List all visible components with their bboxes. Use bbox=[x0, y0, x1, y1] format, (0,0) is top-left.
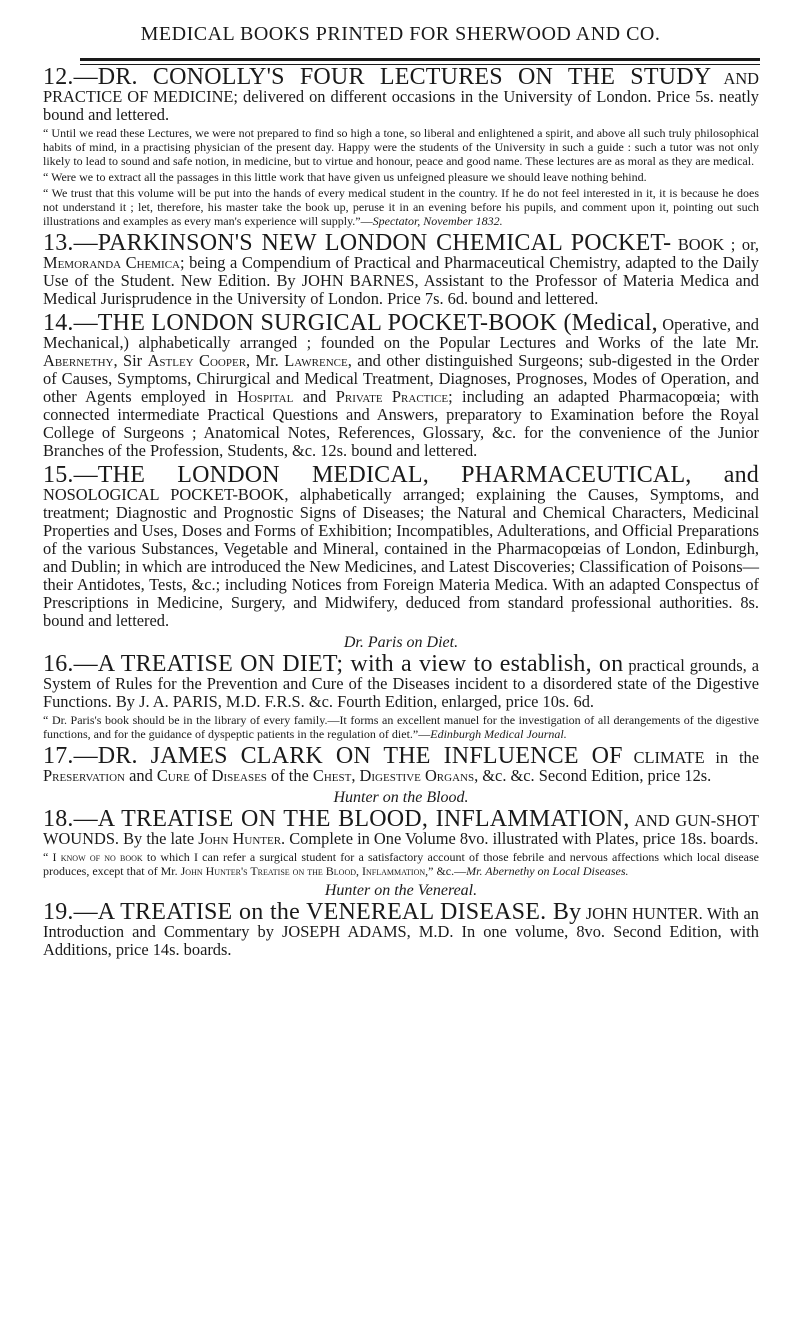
entry-17-sc-3: Diseases bbox=[211, 766, 267, 785]
entry-17-title: 17.—DR. JAMES CLARK ON THE INFLUENCE OF bbox=[43, 743, 623, 769]
entry-12-body: AND PRACTICE OF MEDICINE; delivered on different occasions in the University of London. Price 5s. neatly bound and lettered. bbox=[43, 69, 759, 124]
entry-17-sc-2: Cure bbox=[156, 766, 190, 785]
entry-16-body: practical grounds, a System of Rules for the Prevention and Cure of the Diseases incident to a disordered state of the Digestive Functions. By J. A. PARIS, M.D. F.R.S. &c. Fourth Edition, enlarged, price 10s. 6d. bbox=[43, 656, 759, 711]
entry-16 bbox=[43, 651, 759, 741]
entry-18-quote-source: Mr. Abernethy on Local Diseases. bbox=[466, 864, 629, 878]
entry-14-sc-2: Astley Cooper bbox=[147, 351, 247, 370]
entry-14-body-6: ; including an adapted Pharmacopœia; with connected intermediate Practical Questions and Answers, preparatory to Examination before the Royal College of Surgeons ; Anatomical Notes, References, Glossary, &c. for the convenience of the Junior Branches of the Profession, Students, &c. 12s. bound and lettered. bbox=[43, 387, 760, 460]
entry-12-quote-source: Spectator, November 1832. bbox=[372, 214, 503, 228]
running-head: MEDICAL BOOKS PRINTED FOR SHERWOOD AND CO. bbox=[140, 23, 661, 45]
entry-13-body-b: ; being a Compendium of Practical and Pharmaceutical Chemistry, adapted to the Daily Use of the Student. New Edition. By JOHN BARNES, Assistant to the Professor of Materia Medica and Medical Jurisprudence in the University of London. Price 7s. 6d. bound and lettered. bbox=[43, 253, 759, 308]
catalogue-content bbox=[43, 64, 760, 959]
entry-17-body-2: and bbox=[125, 766, 157, 785]
entry-12-title: 12.—DR. CONOLLY'S FOUR LECTURES ON THE STUDY bbox=[43, 64, 712, 90]
entry-14-sc-3: Lawrence bbox=[284, 351, 348, 370]
entry-17-body-4: of the bbox=[266, 766, 313, 785]
entry-13 bbox=[43, 230, 759, 308]
header-rule-thick bbox=[80, 58, 760, 61]
entry-18-sc-1: John Hunter bbox=[198, 829, 282, 848]
entry-14-body-1: Operative, and Mechanical,) alphabetically arranged ; founded on the Popular Lectures and Works of the late Mr. bbox=[43, 315, 759, 352]
entry-18-quote-sc-2: John Hunter's Treatise on the Blood, Inflammation, bbox=[180, 864, 429, 878]
entry-14-sc-4: Hospital bbox=[237, 387, 294, 406]
entry-17-body-1: CLIMATE in the bbox=[633, 748, 759, 767]
entry-17-sc-4: Chest, Digestive Organs bbox=[312, 766, 475, 785]
entry-18-quote-a: “ I bbox=[43, 850, 61, 864]
entry-13-body-a: BOOK ; or, bbox=[677, 235, 759, 254]
entry-12-quote-3 bbox=[43, 186, 759, 228]
entry-19-body: JOHN HUNTER. With an Introduction and Commentary by JOSEPH ADAMS, M.D. In one volume, 8vo. Second Edition, with Additions, price 14s. boards. bbox=[43, 904, 759, 959]
entry-17-body-5: , &c. &c. Second Edition, price 12s. bbox=[474, 766, 712, 785]
entry-16-title: 16.—A TREATISE ON DIET; with a view to establish, on bbox=[43, 651, 624, 677]
entry-15-title: 15.—THE LONDON MEDICAL, PHARMACEUTICAL, and bbox=[43, 462, 759, 488]
entry-14-sc-5: Private Practice bbox=[335, 387, 449, 406]
entry-12-quote-3-text: “ We trust that this volume will be put into the hands of every medical student in the country. If he do not feel interested in it, it is because he does not understand it ; let, therefore, his master take the book up, peruse it in an evening before his pupils, and comment upon it, pointing out such illustrations and examples as every man's experience will supply.”— bbox=[43, 186, 759, 228]
entry-18 bbox=[43, 806, 759, 878]
entry-13-lead bbox=[43, 230, 759, 308]
entry-15-lead bbox=[43, 462, 759, 630]
entry-16-quote-source: Edinburgh Medical Journal. bbox=[430, 727, 567, 741]
entry-16-quote bbox=[43, 713, 759, 741]
entry-12-quote-2: “ Were we to extract all the passages in this little work that have given us unfeigned pleasure we should leave nothing behind. bbox=[43, 170, 647, 184]
entry-13-body-sc: Memoranda Chemica bbox=[43, 253, 180, 272]
entry-14-body-3: , Mr. bbox=[246, 351, 285, 370]
entry-16-subhead: Dr. Paris on Diet. bbox=[343, 634, 459, 651]
entry-18-quote-c: ” &c.— bbox=[428, 864, 467, 878]
entry-12-quote-1: “ Until we read these Lectures, we were not prepared to find so high a tone, so liberal and enlightened a spirit, and above all such truly philosophical habits of mind, in a practising physician of the present day. Happy were the students of the University in such a guide : such a tutor was not only likely to lead to sound and safe notion, in medicine, but to virtue and honour, peace and good name. These lectures are as moral as they are medical. bbox=[43, 126, 759, 168]
entry-18-lead bbox=[43, 806, 759, 848]
entry-17-body-3: of bbox=[189, 766, 212, 785]
entry-14 bbox=[43, 310, 760, 460]
entry-13-title: 13.—PARKINSON'S NEW LONDON CHEMICAL POCKET- bbox=[43, 230, 672, 256]
entry-18-body-2: . Complete in One Volume 8vo. illustrated with Plates, price 18s. boards. bbox=[281, 829, 759, 848]
entry-18-title: 18.—A TREATISE ON THE BLOOD, INFLAMMATION, bbox=[43, 806, 630, 832]
entry-18-body-1: AND GUN-SHOT WOUNDS. By the late bbox=[43, 811, 759, 848]
entry-15 bbox=[43, 462, 759, 630]
entry-14-body-4: , and other distinguished Surgeons; sub-digested in the Order of Causes, Symptoms, Chirurgical and Medical Treatment, Diagnoses, Prognoses, Modes of Operation, and other Agents employed in bbox=[43, 351, 759, 406]
entry-18-quote-sc-1: know of no book bbox=[60, 850, 143, 864]
entry-15-body: NOSOLOGICAL POCKET-BOOK, alphabetically arranged; explaining the Causes, Symptoms, and treatment; Diagnostic and Prognostic Signs of Diseases; the Natural and Chemical Characters, Medicinal Properties and Uses, Doses and Forms of Exhibition; Incompatibles, Adulterations, and Official Preparations of the various Substances, Vegetable and Mineral, contained in the Pharmacopœias of London, Edinburgh, and Dublin; in which are introduced the New Medicines, and Latest Discoveries; Classification of Poisons—their Antidotes, Tests, &c.; including Notices from Foreign Materia Medica. With an adapted Conspectus of Prescriptions in Medicine, Surgery, and Midwifery, deduced from standard professional authorities. 8s. bound and lettered. bbox=[43, 485, 759, 630]
entry-14-sc-1: Abernethy bbox=[43, 351, 114, 370]
entry-18-quote bbox=[43, 850, 759, 878]
entry-17-lead bbox=[43, 743, 759, 785]
entry-19 bbox=[43, 899, 759, 959]
entry-17 bbox=[43, 743, 759, 785]
entry-19-lead bbox=[43, 899, 759, 959]
entry-14-body-5: and bbox=[293, 387, 336, 406]
entry-16-quote-text: “ Dr. Paris's book should be in the library of every family.—It forms an excellent manuel for the investigation of all derangements of the digestive functions, and for the guidance of dyspeptic patients in the regulation of diet.”— bbox=[43, 713, 759, 741]
entry-14-lead bbox=[43, 310, 760, 460]
entry-18-quote-b: to which I can refer a surgical student for a satisfactory account of those febrile and nervous affections which local disease produces, except that of Mr. bbox=[43, 850, 759, 878]
entry-12 bbox=[43, 64, 759, 228]
entry-12-lead bbox=[43, 64, 759, 124]
entry-14-title: 14.—THE LONDON SURGICAL POCKET-BOOK (Medical, bbox=[43, 310, 658, 336]
entry-18-subhead: Hunter on the Blood. bbox=[333, 789, 469, 806]
entry-19-title: 19.—A TREATISE on the VENEREAL DISEASE. By bbox=[43, 899, 582, 925]
entry-14-body-2: , Sir bbox=[113, 351, 148, 370]
entry-19-subhead: Hunter on the Venereal. bbox=[324, 882, 478, 899]
entry-17-sc-1: Preservation bbox=[43, 766, 125, 785]
entry-16-lead bbox=[43, 651, 759, 711]
